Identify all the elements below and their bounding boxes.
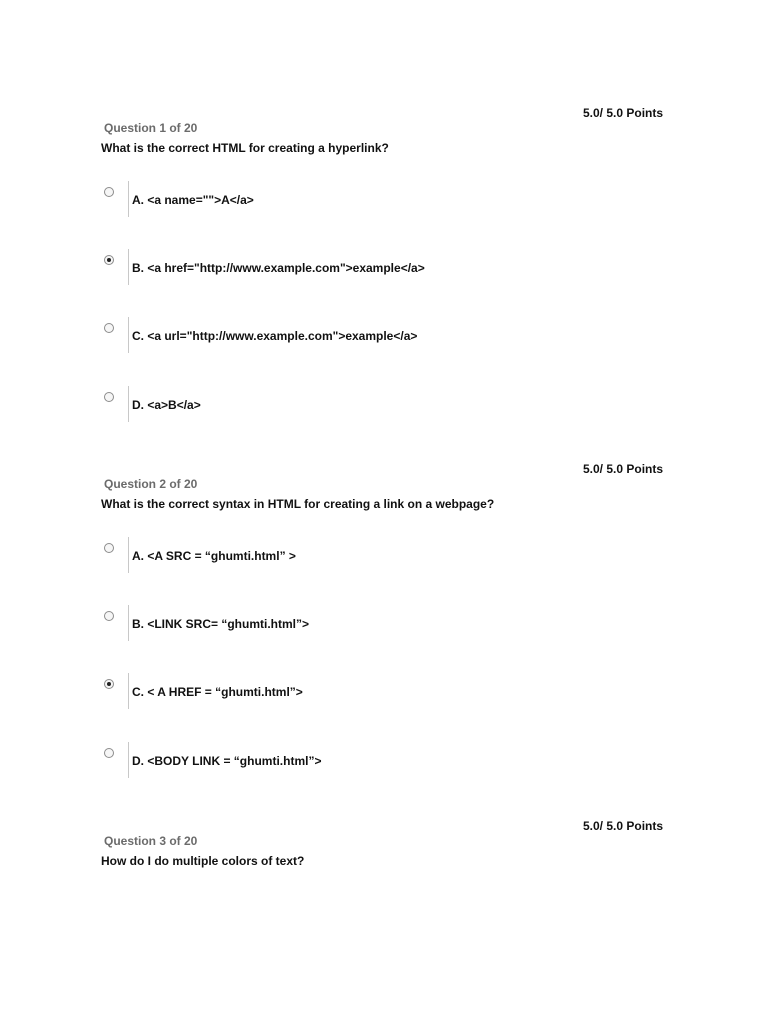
question-block-2: [0, 356, 768, 768]
question-number: Question 1 of 20: [104, 121, 198, 135]
question-text: What is the correct HTML for creating a hyperlink?: [101, 141, 389, 155]
option-divider: [128, 537, 129, 573]
question-number: Question 3 of 20: [104, 834, 198, 848]
answer-option-label: D. <a>B</a>: [132, 398, 201, 412]
answer-option-label: A. <A SRC = “ghumti.html” >: [132, 549, 296, 563]
points-score: 5.0/ 5.0 Points: [583, 462, 664, 476]
radio-button-icon[interactable]: [104, 255, 114, 265]
answer-option-label: D. <BODY LINK = “ghumti.html”>: [132, 754, 322, 768]
answer-option-b[interactable]: [104, 605, 664, 643]
question-block-3: [0, 713, 768, 1033]
answer-option-label: A. <a name="">A</a>: [132, 193, 254, 207]
answer-option-c[interactable]: [104, 317, 664, 355]
radio-button-icon[interactable]: [104, 679, 114, 689]
answer-option-label: B. <a href="http://www.example.com">example</a>: [132, 261, 425, 275]
option-divider: [128, 673, 129, 709]
radio-button-icon[interactable]: [104, 543, 114, 553]
radio-button-icon[interactable]: [104, 611, 114, 621]
option-divider: [128, 605, 129, 641]
answer-option-b[interactable]: [104, 249, 664, 287]
question-block-1: [0, 0, 768, 412]
answer-option-label: B. <LINK SRC= “ghumti.html”>: [132, 617, 310, 631]
question-text: What is the correct syntax in HTML for creating a link on a webpage?: [101, 497, 495, 511]
radio-button-icon[interactable]: [104, 323, 114, 333]
answer-option-label: C. <a url="http://www.example.com">example</a>: [132, 329, 418, 343]
points-score: 5.0/ 5.0 Points: [583, 819, 664, 833]
option-divider: [128, 181, 129, 217]
question-number: Question 2 of 20: [104, 477, 198, 491]
radio-button-icon[interactable]: [104, 187, 114, 197]
option-divider: [128, 317, 129, 353]
answer-option-a[interactable]: [104, 537, 664, 575]
points-score: 5.0/ 5.0 Points: [583, 106, 664, 120]
answer-option-c[interactable]: [104, 673, 664, 711]
question-text: How do I do multiple colors of text?: [101, 854, 305, 868]
answer-option-a[interactable]: [104, 181, 664, 219]
option-divider: [128, 249, 129, 285]
answer-option-label: C. < A HREF = “ghumti.html”>: [132, 685, 303, 699]
